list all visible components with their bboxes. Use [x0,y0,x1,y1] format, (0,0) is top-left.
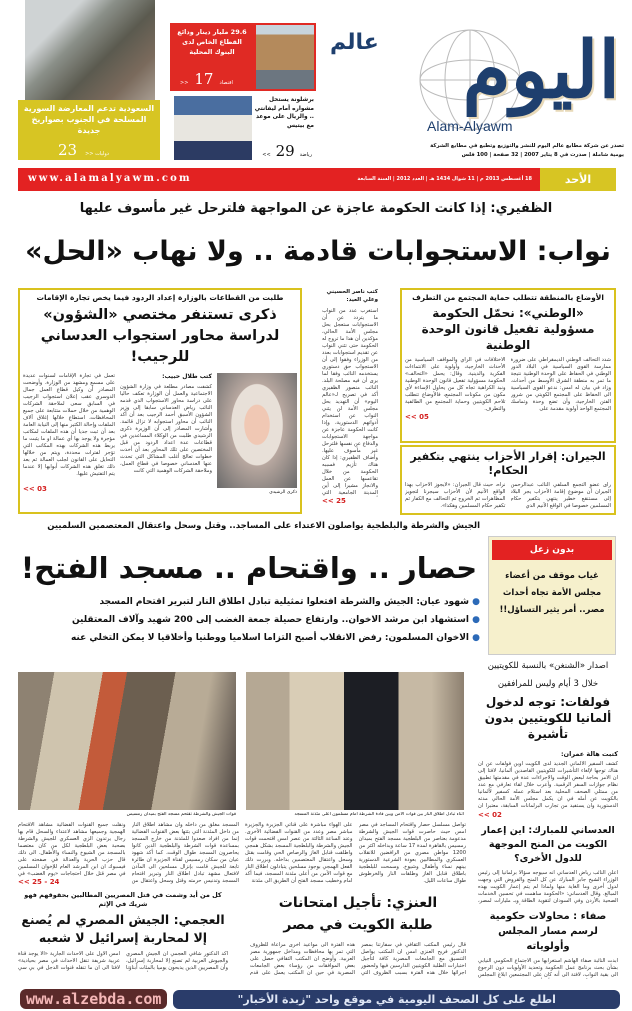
enezi-col2: هذه الفترة الى مواعيد اخرى مراعاة للظروف التي تمر بها محافظات ومداخل جمهورية مصر العربية. وأوضح ان المكتب الثقافي حصل على بعض الموافقات من رؤساء بعض الجامعات المصرية في حين ان المكتب يعمل على قدم [250,942,355,976]
ajmi-col2: امس الاول على الاحداث الجارية «ألا يوجد قناة عربية شريفة تنقل الاحداث في مصر بحيادية» لافتا الى ان ما تنقله قنوات الدجل في بي سي [18,951,120,971]
syria-promo-photo[interactable] [25,0,155,100]
issue-date: 18 أغسطس 2013 م | 11 شوال 1434 هـ | العدد 2012 | السنة السابعة [357,176,532,182]
ajmi-kicker: كل من أيد وشمت في قتل المصريين المطالبين بحقوقهم فهو شريك في الإثم [24,891,222,908]
website-link[interactable]: www.alamalyawm.com [28,173,192,184]
economy-promo-photo [256,25,314,89]
watani-col2: الاختلافات في الرأي والمواقف السياسية من الأحداث الخارجية، وأولوية على الانتماءات الفكرية والدينية. وقال: يحمل «التحالف» الحكومة مسؤولية تفعيل قانون الوحدة الوطنية ونبذ الكراهية تجاه كل من يحاول الإساءة لأي مكون من مكونات المجتمع، فالأوضاع تتطلب تلاحم الكويتيين وحماية المجتمع من الطائفية والتطرف. [405,357,506,412]
jeeran-headline: الجيران: إقرار الأحزاب ينتهي بتكفير الحكام! [410,450,606,477]
jeeran-col2: نراه، حيث قال الجيران: «لايجوز الأحزاب بهذا الواقع الآنيم لأن الأحزاب سيجرنا لتجويز المظاهرات ثم الخروج ثم التحالف مع الكفار ثم تكفير حكام المسلمين وهكذا». [405,482,506,509]
watermark-banner[interactable] [20,987,620,1011]
schengen-ref[interactable]: << 02 [478,811,502,819]
schengen-text: كشف السفير الألماني الجديد لدى الكويت أوين فولفات عن ان هناك توجها لإلغاء التأشيرات للكويتيين القاصدين ألمانيا، لافتا إلى ان الامر بحاجة لبعض الوقت والاجراءات عدة في مقدمتها تطبيق نظام جوازات السفر الرقمية. وأعرب خلال لقاء تعارفي مع عدد من ممثلي الصحف المحلية بعد استلام عمله كسفير لألمانيا بالكويت عن أمله في ان يكمل مجلس الأمة الحالي مدته الدستورية وان يستفيد من تجارب البرلمانات السابقة، معتبرا ان [478,761,618,809]
watani-kicker: الأوضاع بالمنطقة تتطلب حماية المجتمع من التطرف [412,293,604,302]
egypt-caption-left: قوات الجيش والشرطة تقتحم مسجد الفتح بميدان رمسيس [126,812,236,817]
watermark-slogan: اطلع على كل الصحف اليومية في موقع واحد "زبدة الأخبار" [173,990,620,1009]
logo-en: Alam-Alyawm [427,118,513,134]
lead-kicker: الظفيري: إذا كانت الحكومة عاجزة عن المواجهة فلترحل غير مأسوف عليها [79,201,553,216]
masthead-info: يومية شاملة | صدرت في 8 يناير 2007 | 32 صفحة | 100 فلس [461,152,624,158]
egypt-col: على الهواء مباشرة على قناتي الجزيرة والجزيرة مباشر مصر وعدد من القنوات الفضائية الأخرى. وعند الساعة الثالثة من عصر امس اقتحمت قوات الجيش والشرطة والبلطجية المسجد بشكل همجي واطلقت قنابل الغاز والرصاص الحي وقامت بقتل وسحل واعتقال المعتصمين بداخله. وبررت ذلك الفعل الهمجي بوجود مسلحين يتبادلون اطلاق النار مع قوات الأمن من أعلى مئذنة المسجد، فيما أكد امام وخطيب مسجد الفتح أن الطريق الى مئذنة [245,822,353,884]
dateline-bar [18,168,540,191]
ajmi-col1: أكد الدكتور شافي العجمي ان الجيش المصري والجيوش العربية لم تصنع إلا لمحاربة إسرائيل، وأن المصريين الذين يذبحون يوميا بالمئات أبناؤنا [126,951,228,971]
safaa-text: أبدت النائبة صفاء الهاشم استغرابها من الاجتماع الحكومي النيابي بشأن بحث برنامج عمل الحكومة وتحديد الأولويات دون الرجوع الى بقية النواب، لافتة الى أنه كان على المجتمعين ابلاغ المجلس [478,958,618,978]
egypt-bullet [18,632,480,644]
bedoon-zaal-box[interactable] [488,536,616,655]
watani-box[interactable] [400,288,616,443]
middle-column [322,288,378,513]
enezi-story [250,892,466,977]
adsani-text: اعلن النائب رياض العدساني أنه سيوجه سؤالا برلمانيا إلى رئيس الوزراء الشيخ جابر المبارك عن كل المنح والقروض التي وجهت لدول أخرى وما الغاية منها ولماذا لم يتم إعمار الكويت بهذه المبالغ. وقال العدساني: «الحكومة ساهمت في تحسين الخدمات الصحية بالأردن وفي السودان لتقوية الطاقة وبـ مليارات لمصر، [478,870,618,904]
logo-main: اليوم [462,25,620,116]
egypt-col: المسجد مغلق من داخله وان مشاهد اطلاق النار من داخل المئذنة التي بثتها بعض القنوات الفضائية إنما من افراد صعدوا للمئذنة من خارج المسجد بمساعدة قوات الشرطة والبلطجية الذين كانوا يحاصرون المسجد طوال الوقت، كما أكد شهود عيان من سكان رمسيس لقناة الجزيرة ان طائرة تابعة للجيش قامت بإنزال مسلحين الى المآذن لافتعال مشهد تبادل اطلاق النار وتبرير اقتحام المسجد وتدنيس حرمته وقتل وسحل واعتقال من [131,822,239,884]
thekra-col1: كشفت مصادر مطلعة في وزارة الشؤون الاجتماعية والعمل أن الوزارة تعكف حاليا على دراسة محاور الاستجواب الذي قدمه النائب رياض العدساني سابقا إلى وزير الشؤون الأسبق أحمد الرجيب بعد أن أكد النائب أن محاور استجوابه لا تزال قائمة. وأشارت المصادر إلى أن الوزيرة ذكرى الرشيدي طلبت من الوكلاء المساعدين في قطاعات عدة اعداد الردود من قبل المختصين على تلك المحاور بعد أن أخذت خطوات تعالج أغلب المشاكل التي تحدث عنها العدساني خصوصا في قطاع العمل، وملاحقة الشركات الوهمية التي كانت [120,384,212,474]
egypt-photo-left[interactable] [18,672,236,810]
bullet-icon: ● [472,597,480,607]
ajmi-headline[interactable]: العجمي: الجيش المصري لم يُصنع إلا لمحاربة إسرائيل لا شعبه [21,912,225,945]
day-label: الأحد [540,168,616,191]
middle-text: استغرب عدد من النواب ما يتردد عن أن الاستجوابات ستعجل بحل مجلس الأمة الحالي، مؤكدين أن هذا ما تروج له الحكومة حتى تثني النواب عن تقديم استجوابات بعدد من الوزراء وفقوا إلى أن الاستجواب حق دستوري يستخدمه النائب وفقا لما يرى أن فيه مصلحة البلد. النائب منصور الظفيري أكد في تصريح لـ«عالم اليوم» أن التهديد بحل مجلس الأمة لن يثني النواب عن استخدام أدواتهم الدستورية، وإذا كانت الحكومة عاجزة عن مواجهة الاستجوابات والدفاع عن نفسها فلترحل غير مأسوف عليها. وأضاف الظفيري: إذا كان هناك تأزيم فسببه الحكومة من خلال تقاعسها عن العمل والانجاز مشيرا إلى أين المدينة الجامعية التي [322,308,378,496]
egypt-headline[interactable]: حصار .. واقتحام .. مسجد الفتح! [20,551,478,585]
thekra-byline: كتب طلال حبيب: [162,373,212,380]
enezi-col1: قال رئيس المكتب الثقافي في سفارتنا بمصر الدكتور فريح العنزي امس ان المكتب يواصل التنسيق مع الجامعات المصرية كافة لتأجيل اختبارات الطلبة الكويتيين الدارسين فيها ولحضور اجرائها خلال هذه الفترة بسبب الظروف التي [361,942,466,976]
egypt-bullets [18,596,480,644]
economy-promo-arrow: >> [180,80,189,86]
watermark-site[interactable]: www.alzebda.com [20,989,167,1009]
egypt-col: ونقلت جميع القنوات الفضائية مشاهد الاقتحام الهمجية وجميعها مشاهد لاعتداء والسحل قام بها رجال يرتدون الزي العسكري للجيش والشرطة بصحبة بعض البلطجية لكل من كان معتصما بالمسجد من الشيوخ والنساء والأطفال. الى ذلك قال حزب الحرية والعدالة في صفحته على فيسبوك ان ابن المرشد العام للإخوان المسلمين في مصر قتل خلال احتجاجات «يوم الغضب» في [18,822,126,877]
thekra-photo [217,373,297,488]
middle-byline: كتب ناصر الحسيني وعلي العيد: [326,289,378,303]
masthead-logo[interactable] [330,20,625,140]
safaa-headline[interactable]: صفاء : محاولات حكومية لرسم مسار المجلس وأولوياته [489,911,607,952]
middle-ref[interactable]: << 25 [322,497,346,505]
schengen-headline[interactable]: فولفات: توجه لدخول ألمانيا للكويتيين بدون تأشيرة [484,695,612,741]
syria-promo[interactable] [18,100,160,160]
logo-small: عالم [330,30,379,55]
sports-promo-photo [174,96,252,160]
economy-promo[interactable] [170,23,316,91]
egypt-bullet [18,614,480,626]
ajmi-story [18,891,228,972]
sports-promo[interactable] [170,94,316,160]
bullet-icon: ● [472,633,480,643]
thekra-headline: ذكرى تستنفر مختصي «الشؤون» لدراسة محاور استجواب العدساني للرجيب! [40,307,280,365]
adsani-headline[interactable]: العدساني للمبارك: اين إعمار الكويت من المنح الموجهة للدول الأخرى؟ [481,825,615,864]
thekra-col2: تعمل في تجارة الإقامات لسنوات عديدة على مسمع ومشهد من الوزارة. وأوضحت المصادر أن وكيل قطاع العمل جمال الدوسري عقب إعلان استجواب الرجيب في السابق سعى لملاحقة الشركات الوهمية من خلال حملات متتابعة على جميع المحافظات، استطاع خلالها إغلاق آلاف الملفات وإحالة الكثير منها إلى النيابة العامة بعد أن ثبت جديا أن هذه الملفات لمكاتب مؤجرة ولا يوجد بها أي عمالة او ما يثبت ما يربط هذه الشركات بهذه المكاتب التي تؤجر لفترات محددة، ويتم من خلالها التحايل على القانون لجلب العمالة ثم بعد ذلك تغلق هذه الشركات أبوابها إلا عندما يتم التفتيش عليها. [23,373,115,477]
economy-promo-page: 17 [194,70,214,88]
sports-promo-section: رياضة [299,152,312,158]
bullet-icon: ● [472,615,480,625]
watani-col1: شدد التحالف الوطني الديمقراطي على ضرورة ممارسة القوى السياسية في البلاد الدور الوطني في الحفاظ على الوحدة الوطنية نتيجة ما تمر به منطقة الشرق الأوسط من أحداث. وزاد في بيان له امس: ندعو القوى السياسية الى الحفاظ على المجتمع الكويتي من شرور الفتن الخارجية، وأن تضع وحدة وتماسك المجتمع الواحد أولوية مقدمة على [510,357,611,412]
syria-promo-title: السعودية تدعم المعارضة السورية المسلحة في الجنوب بصواريخ جديدة [23,104,155,135]
lead-headline[interactable]: نواب: الاستجوابات قادمة .. ولا نهاب «الحل» [25,236,611,267]
bedoon-zaal-text: غياب موقف من أعضاء مجلس الأمة تجاه أحداث مصر.. أمر يثير التساؤل!! [499,571,605,615]
thekra-caption: ذكرى الرشيدي [269,490,297,495]
syria-promo-page: 23 [58,141,78,159]
jeeran-box[interactable] [400,445,616,515]
bedoon-zaal-label: بدون زعل [492,540,612,560]
egypt-col: تواصل مسلسل حصار واقتحام المساجد في مصر امس حيث حاصرت قوات الجيش والشرطة مدعومة بعناصر من البلطجية مسجد الفتح بميدان رمسيس بالقاهرة لمدة 17 ساعة وبداخله اكثر من 1200 مواطن مصري من الرافضين للانقلاب العسكري والمطالبين بعودة الشرعية الدستورية بينهم نساء وأطفال وشيوخ. وسمحت للبلطجية باطلاق قنابل الغاز وطلقات النار والخرطوش طوال ساعات الليل. [358,822,466,884]
economy-promo-section: اقتصاد [219,80,233,86]
economy-promo-title: 29.6 مليار دينار ودائع القطاع الخاص لدى البنوك المحلية [177,28,247,56]
sports-promo-arrow: >> [262,152,271,158]
masthead-publisher: تصدر عن شركة مطابع عالم اليوم للنشر والتوزيع وتطبع في مطابع الشركة [430,143,624,149]
sports-promo-page: 29 [275,142,295,160]
jeeran-col1: رأى عضو التجمع السلفي النائب عبدالرحمن الجيران أن موضوع إقامة الأحزاب يجر البلاد إلى مستنقع خطير ينتهي بتكفير حكام المسلمين خصوصا في الواقع الآنيم الذي [510,482,611,509]
watani-headline: «الوطني»: نحمّل الحكومة مسؤولية تفعيل قانون الوحدة الوطنية [421,306,595,352]
schengen-kicker1: اصدار «الشنغن» بالنسبة للكويتيين [487,661,609,671]
schengen-kicker2: خلال 3 أيام وليس للمرافقين [497,679,599,689]
schengen-byline: كتبت هالة عمران: [560,750,618,758]
syria-promo-section: >> دوليات [85,151,109,157]
enezi-headline[interactable]: العنزي: تأجيل امتحانات طلبة الكويت في مصر [278,895,438,933]
egypt-photo-right[interactable] [246,672,464,810]
bullet-text: الاخوان المسلمون: رفض الانقلاب أصبح التزاما اسلاميا ووطنيا وأخلاقيا لا يمكن التخلي عنه [70,633,469,643]
bullet-text: استشهاد ابن مرشد الاخوان.. وارتفاع حصيلة جمعة الغضب إلى 200 شهيد وآلاف المعتقلين [71,615,469,625]
thekra-kicker: طلبت من القطاعات بالوزارة إعداد الردود فيما يخص تجارة الإقامات [36,293,284,302]
thekra-box[interactable] [18,288,302,514]
sports-promo-title: برشلونة يستحل مشواره أمام ليفانتي .. والريال على موعد مع بيتيس [254,97,314,129]
watani-ref[interactable]: << 05 [405,413,429,421]
egypt-bullet [18,596,480,608]
egypt-ref[interactable]: << 25 - 24 [18,878,60,886]
thekra-ref[interactable]: << 03 [23,485,47,493]
egypt-kicker: الجيش والشرطة والبلطجية يواصلون الاعتداء على المساجد.. وقتل وسحل واعتقال المعتصمين السلميين [47,521,480,531]
bullet-text: شهود عيان: الجيش والشرطة افتعلوا تمثيلية تبادل اطلاق النار لتبرير اقتحام المسجد [99,597,469,607]
egypt-caption-right: أثناء تبادل اطلاق النار بين قوات الأمن وبين قادة الشرطة أمام مسلمون أعلى مئذنة المسجد [294,812,464,817]
